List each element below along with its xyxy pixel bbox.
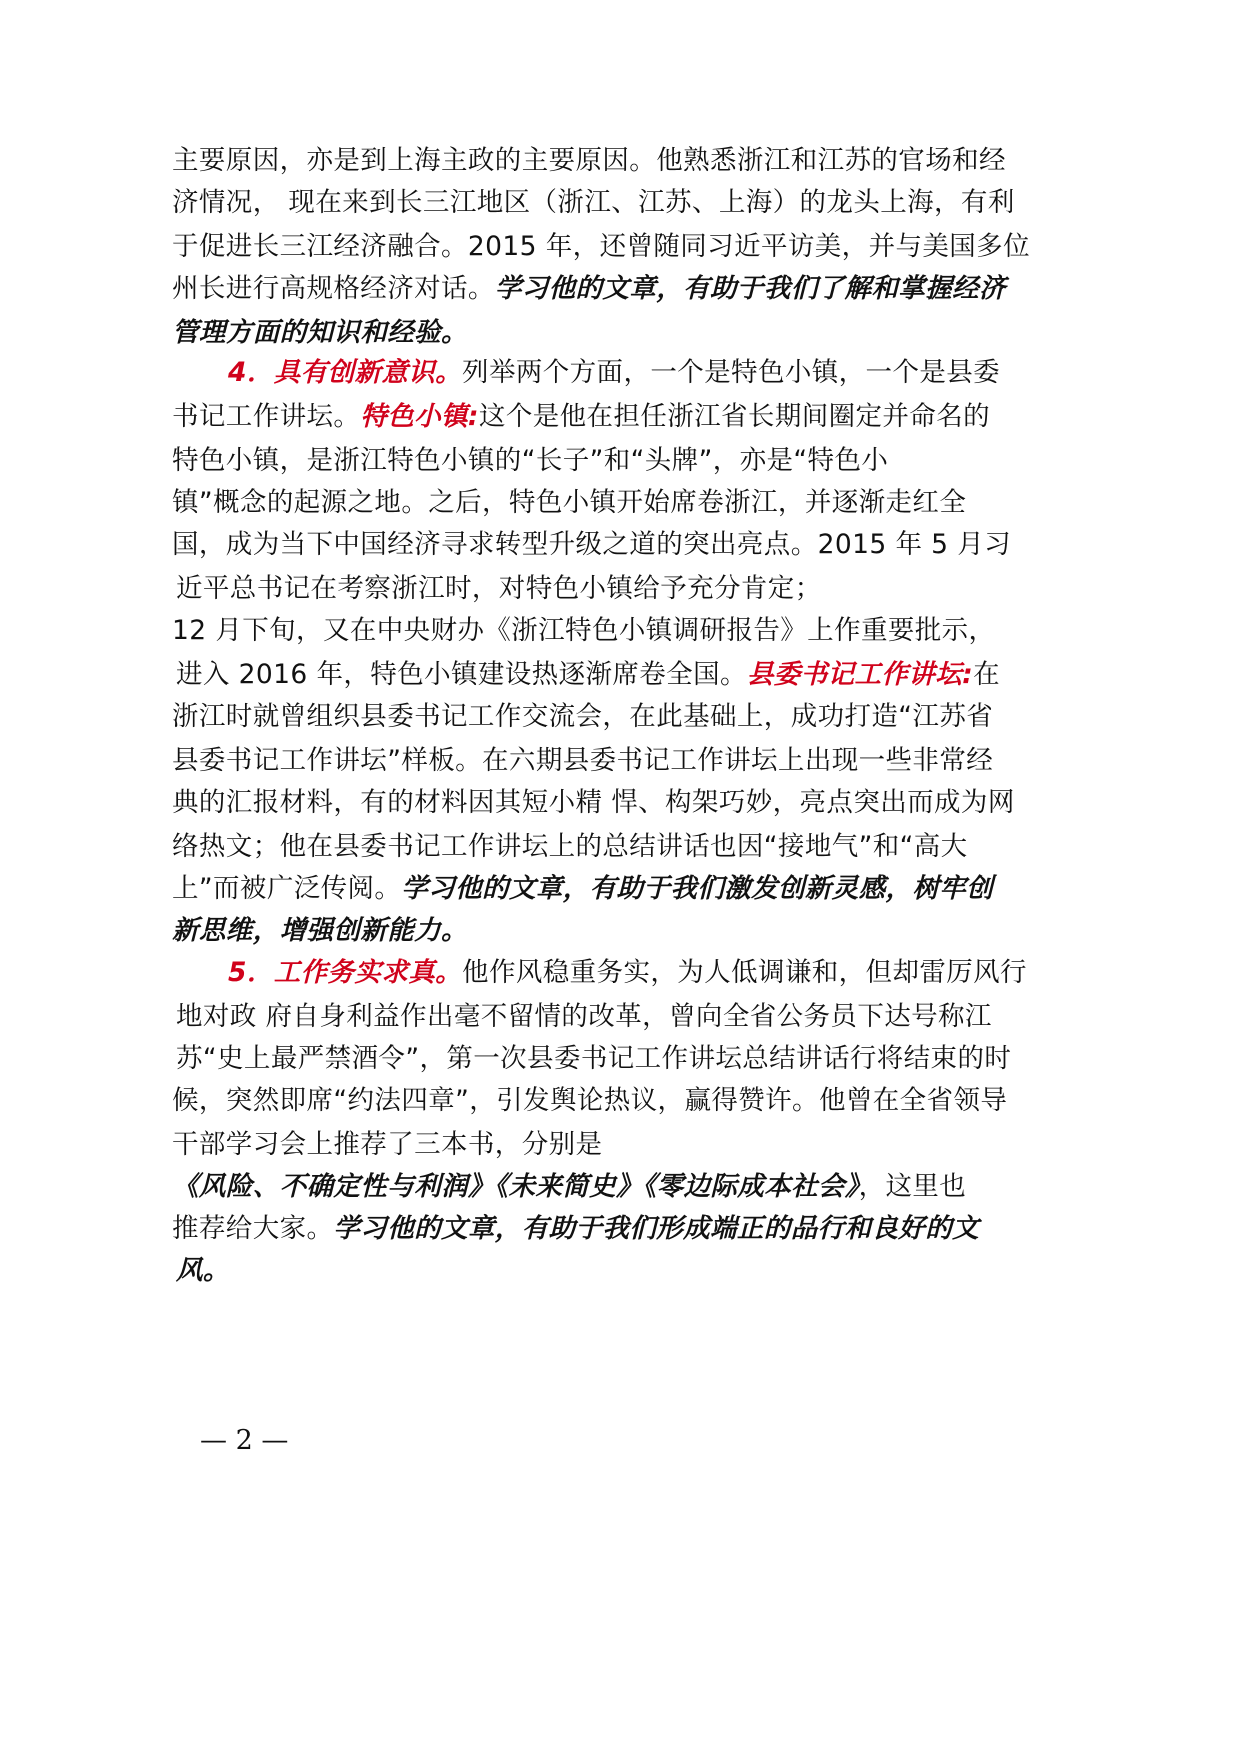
- text-line: [172, 480, 966, 526]
- body-text-span: 典的汇报材料，有的材料因其短小精 悍、构架巧妙，亮点突出而成为网: [172, 787, 1015, 818]
- body-text-span: 浙江时就曾组织县委书记工作交流会，在此基础上，成功打造“江苏省: [172, 701, 994, 732]
- text-line: [172, 438, 888, 484]
- text-line: [228, 350, 1000, 396]
- text-line: [176, 1036, 1011, 1082]
- body-text-span: 在: [973, 659, 1000, 690]
- body-text-span: 络热文；他在县委书记工作讲坛上的总结讲话也因“接地气”和“高大: [172, 831, 968, 862]
- text-line: [228, 950, 1027, 996]
- body-text-span: 这个是他在担任浙江省长期间圈定并命名的: [478, 401, 991, 432]
- text-line: [172, 266, 1006, 312]
- body-text-span: 主要原因，亦是到上海主政的主要原因。他熟悉浙江和江苏的官场和经: [172, 145, 1006, 176]
- body-text-span: 12 月下旬，又在中央财办《浙江特色小镇调研报告》上作重要批示，: [172, 615, 996, 646]
- body-text-span: 干部学习会上推荐了三本书，分别是: [172, 1129, 603, 1160]
- text-line: [176, 566, 822, 612]
- emphasis-text: 风。: [176, 1255, 230, 1286]
- body-text-span: 他作风稳重务实，为人低调谦和，但却雷厉风行: [462, 957, 1027, 988]
- text-line: [176, 652, 1000, 698]
- body-text-span: 国，成为当下中国经济寻求转型升级之道的突出亮点。2015 年 5 月习: [172, 529, 1012, 560]
- page-number: — 2 —: [200, 1425, 289, 1456]
- body-text-span: 推荐给大家。: [172, 1213, 334, 1244]
- body-text-span: ，这里也: [858, 1171, 967, 1202]
- body-text-span: 于促进长三江经济融合。2015 年，还曾随同习近平访美，并与美国多位: [172, 231, 1030, 262]
- body-text-span: 镇”概念的起源之地。之后，特色小镇开始席卷浙江，并逐渐走红全: [172, 487, 967, 518]
- text-line: [172, 1164, 966, 1210]
- text-line: [172, 738, 993, 784]
- text-line: [172, 138, 1006, 184]
- section-heading: 5．工作务实求真。: [228, 957, 463, 988]
- text-line: [172, 394, 990, 440]
- section-heading: 特色小镇:: [360, 401, 479, 432]
- text-line: [172, 824, 968, 870]
- body-text-span: 进入 2016 年，特色小镇建设热逐渐席卷全国。: [176, 659, 747, 690]
- emphasis-text: 学习他的文章，有助于我们形成端正的品行和良好的文: [333, 1213, 980, 1244]
- body-text-span: 苏“史上最严禁酒令”，第一次县委书记工作讲坛总结讲话行将结束的时: [176, 1043, 1012, 1074]
- text-line: [176, 994, 992, 1040]
- text-line: [172, 694, 993, 740]
- text-line: [176, 1248, 230, 1294]
- body-text-span: 近平总书记在考察浙江时，对特色小镇给予充分肯定；: [176, 573, 822, 604]
- emphasis-text: 管理方面的知识和经验。: [172, 317, 468, 348]
- emphasis-text: 学习他的文章，有助于我们了解和掌握经济: [494, 273, 1006, 304]
- body-text-span: 特色小镇，是浙江特色小镇的“长子”和“头牌”，亦是“特色小: [172, 445, 889, 476]
- body-text-span: 地对政 府自身利益作出毫不留情的改革，曾向全省公务员下达号称江: [176, 1001, 992, 1032]
- text-line: [172, 908, 468, 954]
- section-heading: 县委书记工作讲坛:: [746, 659, 974, 690]
- text-line: [172, 780, 1015, 826]
- text-line: [172, 866, 993, 912]
- emphasis-text: 《风险、不确定性与利润》《未来简史》《零边际成本社会》: [172, 1171, 859, 1202]
- text-line: [172, 1206, 979, 1252]
- text-line: [172, 608, 995, 654]
- text-line: [172, 180, 1015, 226]
- text-line: [172, 1122, 602, 1168]
- body-text-span: 上”而被广泛传阅。: [172, 873, 402, 904]
- body-text-span: 县委书记工作讲坛”样板。在六期县委书记工作讲坛上出现一些非常经: [172, 745, 994, 776]
- text-line: [172, 1078, 1007, 1124]
- emphasis-text: 新思维，增强创新能力。: [172, 915, 468, 946]
- text-line: [172, 522, 1011, 568]
- section-heading: 4．具有创新意识。: [228, 357, 463, 388]
- body-text-span: 书记工作讲坛。: [172, 401, 361, 432]
- body-text-span: 候，突然即席“约法四章”，引发舆论热议，赢得赞许。他曾在全省领导: [172, 1085, 1008, 1116]
- emphasis-text: 学习他的文章，有助于我们激发创新灵感，树牢创: [401, 873, 994, 904]
- body-text-span: 列举两个方面，一个是特色小镇，一个是县委: [462, 357, 1001, 388]
- body-text-span: 州长进行高规格经济对话。: [172, 273, 495, 304]
- text-line: [172, 224, 1030, 270]
- body-text-span: 济情况， 现在来到长三江地区（浙江、江苏、上海）的龙头上海，有利: [172, 187, 1015, 218]
